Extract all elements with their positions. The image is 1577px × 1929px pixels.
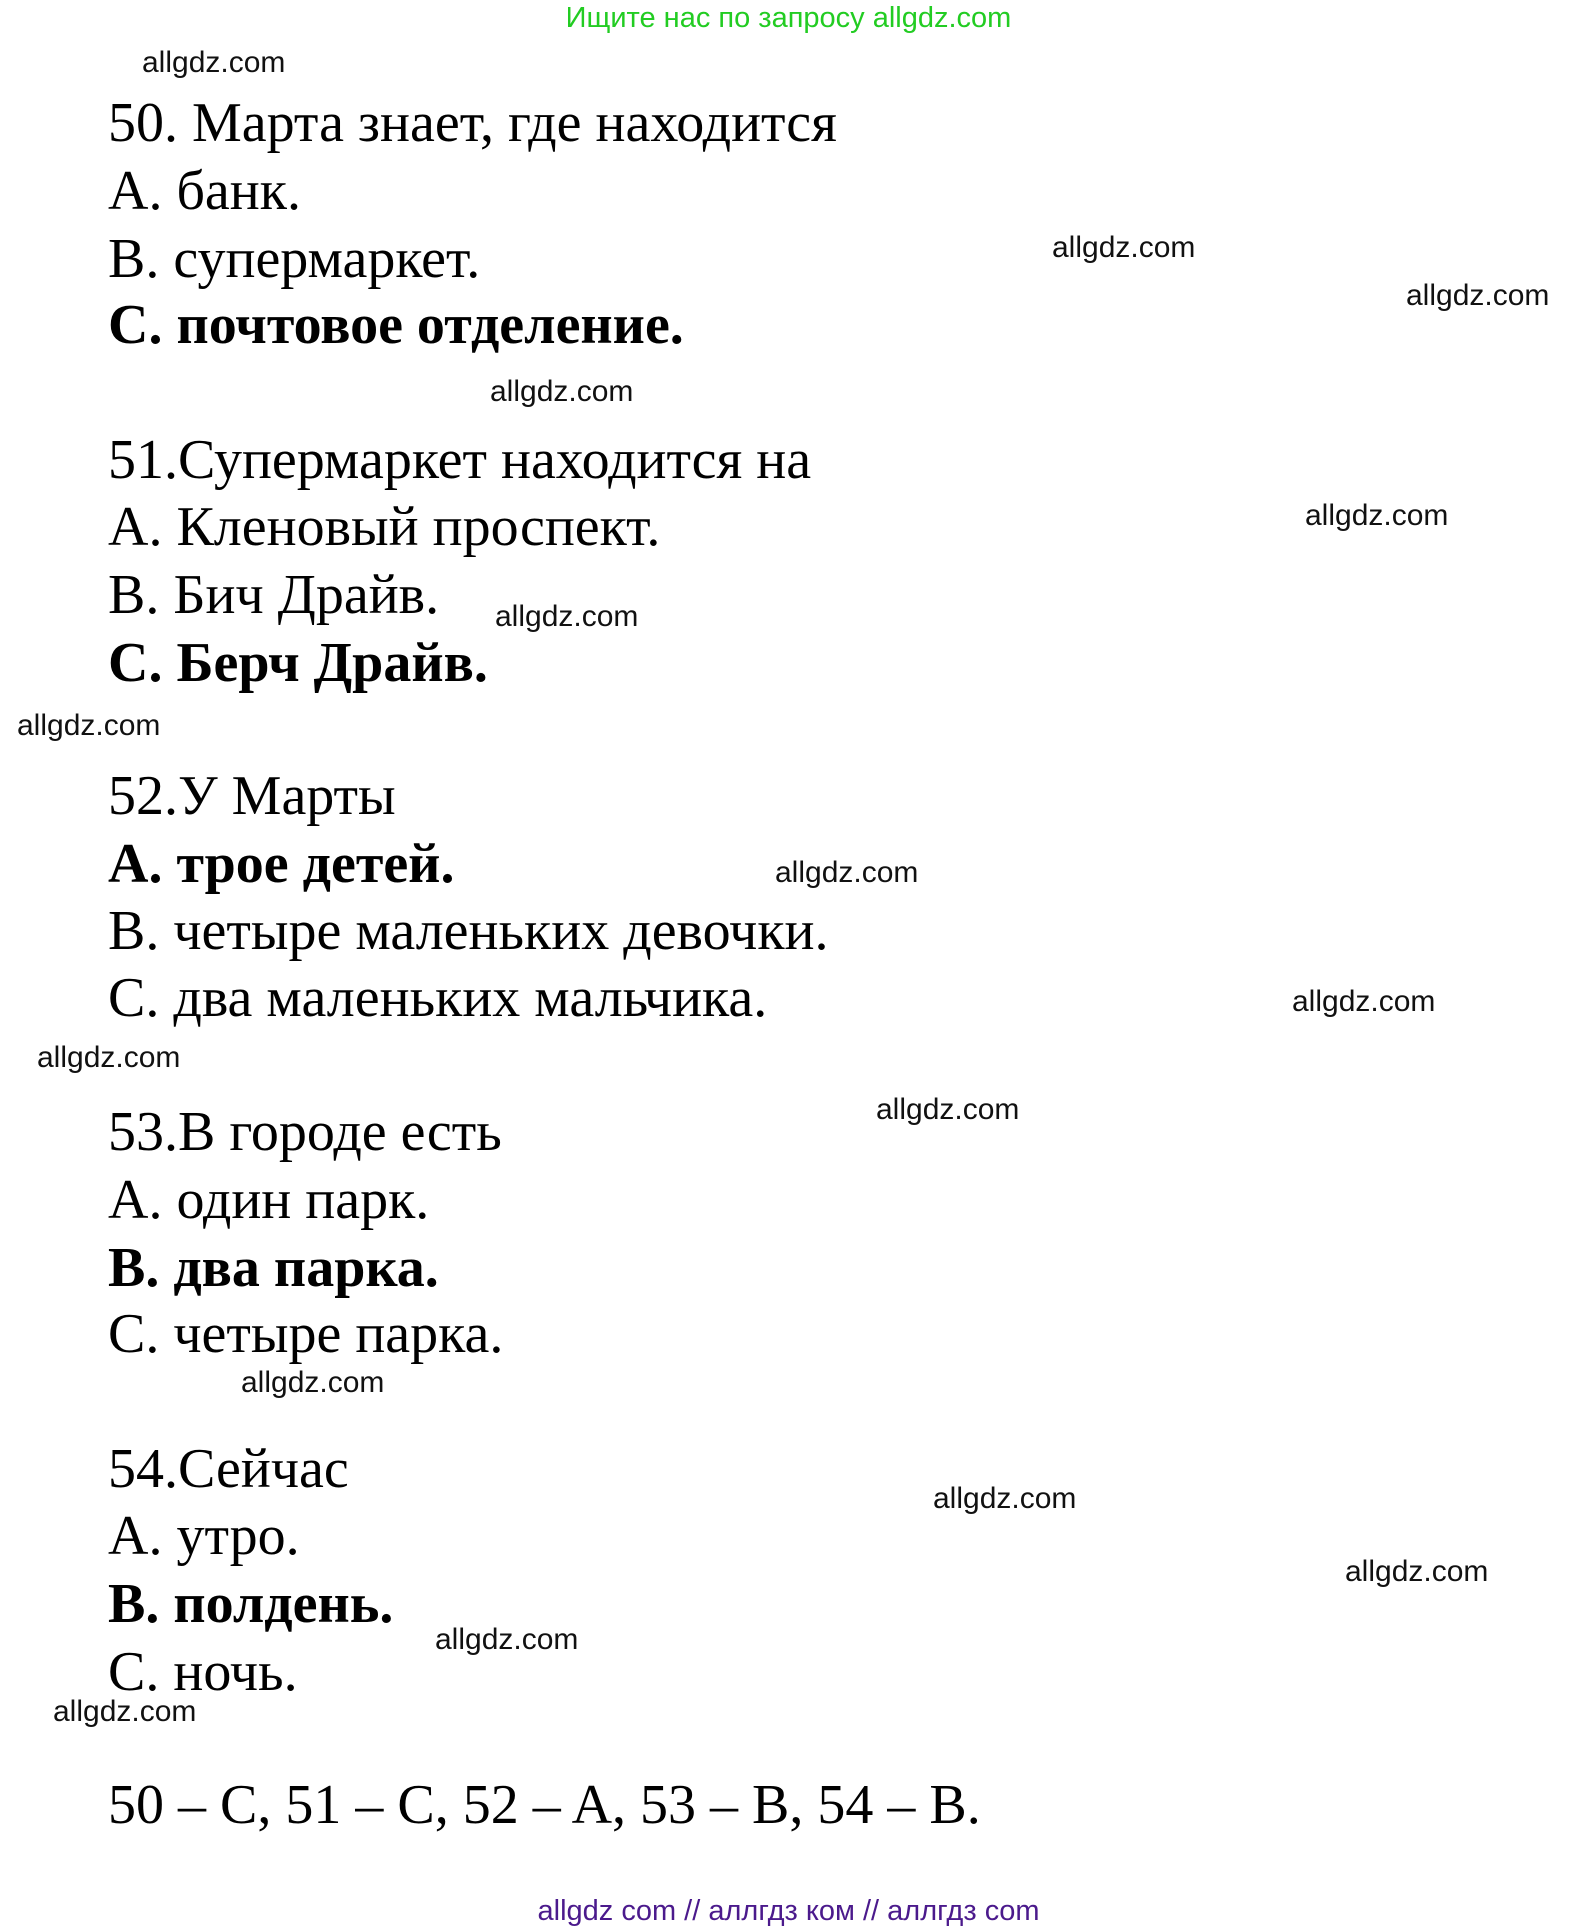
option: A. банк. (108, 160, 301, 222)
question-51: 51.Супермаркет находится на (108, 429, 812, 491)
option-correct: A. трое детей. (108, 833, 455, 895)
option: C. четыре парка. (108, 1303, 504, 1365)
watermark: allgdz.com (37, 1041, 181, 1074)
question-52: 52.У Марты (108, 765, 396, 827)
watermark: allgdz.com (241, 1366, 385, 1399)
option: B. супермаркет. (108, 228, 481, 290)
watermark: allgdz.com (17, 709, 161, 742)
watermark: allgdz.com (1052, 231, 1196, 264)
option-correct: C. Берч Драйв. (108, 632, 488, 694)
watermark: allgdz.com (876, 1093, 1020, 1126)
option: A. один парк. (108, 1169, 430, 1231)
watermark: allgdz.com (933, 1482, 1077, 1515)
question-50: 50. Марта знает, где находится (108, 92, 837, 154)
option: B. четыре маленьких девочки. (108, 900, 829, 962)
option-correct: C. почтовое отделение. (108, 294, 684, 356)
option-correct: B. два парка. (108, 1237, 439, 1299)
watermark: allgdz.com (1406, 279, 1550, 312)
watermark: allgdz.com (1305, 499, 1449, 532)
option: C. два маленьких мальчика. (108, 967, 768, 1029)
watermark: allgdz.com (53, 1695, 197, 1728)
question-53: 53.В городе есть (108, 1101, 502, 1163)
watermark: allgdz.com (1345, 1555, 1489, 1588)
footer-banner: allgdz com // аллгдз ком // аллгдз com (537, 1895, 1040, 1927)
watermark: allgdz.com (142, 46, 286, 79)
option-correct: B. полдень. (108, 1573, 394, 1635)
watermark: allgdz.com (775, 856, 919, 889)
option: C. ночь. (108, 1641, 298, 1703)
watermark: allgdz.com (435, 1623, 579, 1656)
option: B. Бич Драйв. (108, 564, 440, 626)
question-54: 54.Сейчас (108, 1438, 349, 1500)
watermark: allgdz.com (490, 375, 634, 408)
option: A. утро. (108, 1505, 300, 1567)
header-banner: Ищите нас по запросу allgdz.com (565, 2, 1012, 34)
watermark: allgdz.com (495, 600, 639, 633)
option: A. Кленовый проспект. (108, 496, 661, 558)
watermark: allgdz.com (1292, 985, 1436, 1018)
answer-key: 50 – C, 51 – C, 52 – A, 53 – B, 54 – B. (108, 1774, 981, 1836)
